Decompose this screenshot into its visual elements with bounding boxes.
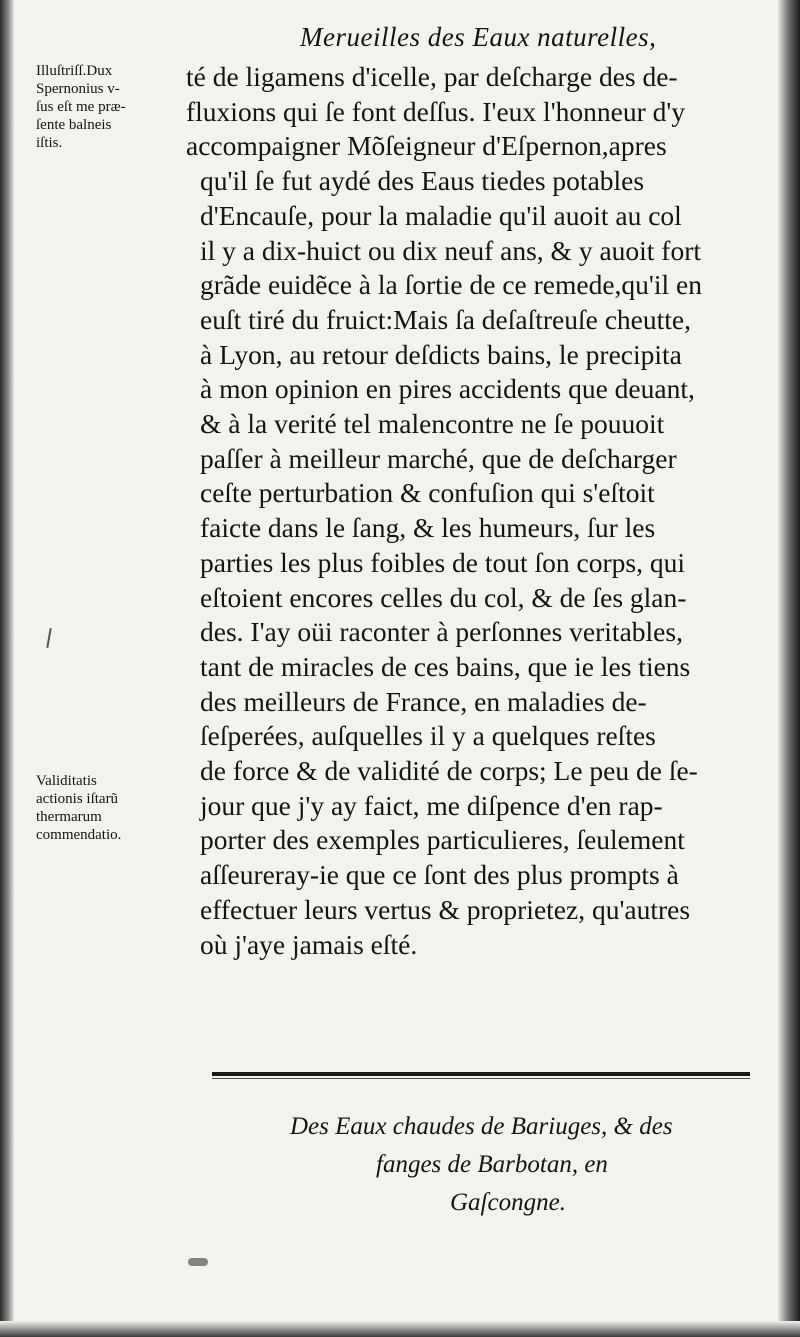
scan-edge-bottom [0, 1321, 800, 1337]
margin-note-line: ſente balneis [36, 117, 112, 133]
margin-note-line: iſtis. [36, 135, 63, 151]
section-rule [212, 1072, 750, 1076]
body-line: fluxions qui ſe font deſſus. I'eux l'honneur d'y [186, 95, 686, 127]
body-line: il y a dix-huict ou dix neuf ans, & y auoit fort [200, 234, 702, 266]
margin-note-line: Spernonius v- [36, 81, 120, 97]
body-line: d'Encauſe, pour la maladie qu'il auoit au col [200, 199, 682, 231]
running-head: Merueilles des Eaux naturelles, [300, 22, 657, 52]
body-line: à Lyon, au retour deſdicts bains, le precipita [200, 338, 682, 370]
margin-note-validitatis [36, 772, 121, 844]
body-line: de force & de validité de corps; Le peu de ſe- [200, 755, 698, 787]
body-line: faicte dans le ſang, & les humeurs, ſur les [200, 512, 656, 544]
margin-note-line: ſus eſt me præ- [36, 99, 126, 115]
body-line: qu'il ſe fut aydé des Eaus tiedes potables [200, 165, 645, 197]
scan-edge-left [0, 0, 14, 1337]
body-line: jour que j'y ay faict, me diſpence d'en rap- [200, 789, 663, 821]
section-heading [200, 1108, 760, 1222]
body-line: ceſte perturbation & confuſion qui s'eſtoit [200, 477, 655, 509]
section-heading-line: Gaſcongne. [450, 1189, 566, 1216]
body-line: des. I'ay oüi raconter à perſonnes veritables, [200, 616, 683, 648]
ink-blot [188, 1258, 208, 1266]
margin-note-line: Validitatis [36, 773, 97, 789]
body-line: & à la verité tel malencontre ne ſe pouuoit [200, 408, 665, 440]
body-line: té de ligamens d'icelle, par deſcharge des de- [186, 61, 678, 92]
body-line: aſſeureray-ie que ce ſont des plus prompts à [200, 859, 679, 891]
body-line: tant de miracles de ces bains, que ie les tiens [200, 650, 691, 682]
body-line: effectuer leurs vertus & proprietez, qu'autres [200, 893, 691, 925]
stray-ink-mark [46, 628, 51, 648]
body-text [186, 60, 766, 962]
body-line: eſtoient encores celles du col, & de ſes glan- [200, 581, 687, 613]
body-line: ſeſperées, auſquelles il y a quelques reſtes [200, 720, 656, 752]
body-line: paſſer à meilleur marché, que de deſcharger [200, 442, 677, 474]
section-heading-line: fanges de Barbotan, en [376, 1151, 608, 1178]
section-heading-line: Des Eaux chaudes de Bariuges, & des [290, 1113, 673, 1140]
margin-note-line: commendatio. [36, 827, 122, 843]
body-line: parties les plus foibles de tout ſon corps, qui [200, 546, 685, 578]
body-line: porter des exemples particulieres, ſeulement [200, 824, 685, 856]
body-line: des meilleurs de France, en maladies de- [200, 685, 647, 717]
body-line: grãde euidẽce à la ſortie de ce remede,qu'il en [200, 269, 702, 301]
body-line: euſt tiré du fruict:Mais ſa deſaſtreuſe cheutte, [200, 303, 691, 335]
scan-edge-right [778, 0, 800, 1337]
margin-note-line: thermarum [36, 809, 102, 825]
margin-note-dux-spernonius [36, 62, 126, 152]
margin-note-line: actionis iſtarũ [36, 791, 119, 807]
body-line: à mon opinion en pires accidents que deuant, [200, 373, 695, 405]
section-rule-thin [212, 1078, 750, 1079]
body-line: où j'aye jamais eſté. [200, 928, 418, 960]
body-line: accompaigner Mõſeigneur d'Eſpernon,apres [186, 130, 667, 162]
margin-note-line: Illuſtriſſ.Dux [36, 63, 113, 79]
